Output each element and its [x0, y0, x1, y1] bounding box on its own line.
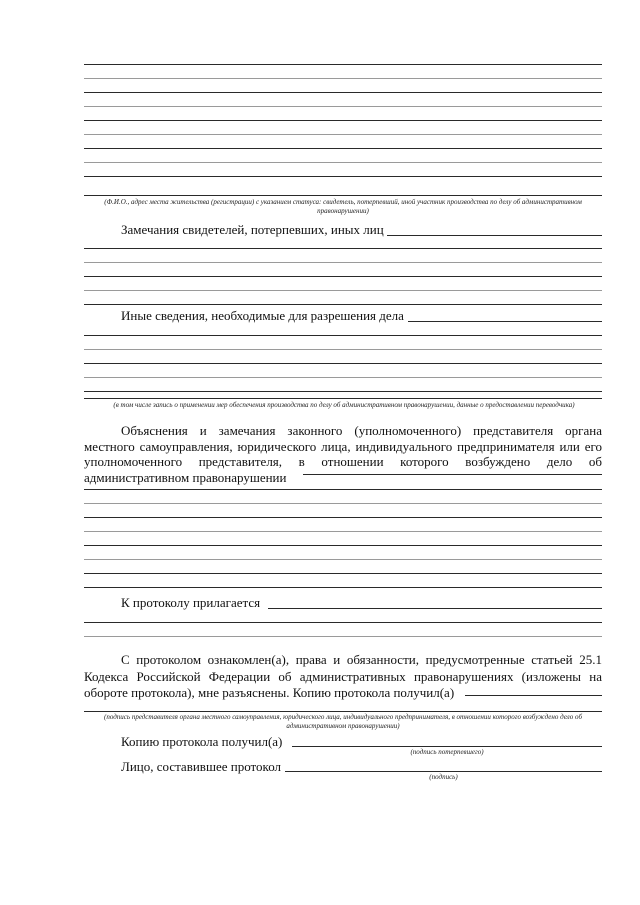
note-participant: (Ф.И.О., адрес места жительства (регистрации) с указанием статуса: свидетель, потерпевший, иной участник производства по делу об административном правонарушении) [104, 198, 582, 215]
form-line[interactable] [84, 398, 602, 399]
form-line[interactable] [84, 106, 602, 107]
compiler-signature-field[interactable] [285, 771, 602, 772]
form-line[interactable] [84, 503, 602, 504]
explanations-field[interactable] [303, 474, 602, 475]
witness-remarks-label: Замечания свидетелей, потерпевших, иных лиц [121, 222, 384, 237]
form-line[interactable] [84, 148, 602, 149]
form-line[interactable] [84, 64, 602, 65]
form-line[interactable] [84, 335, 602, 336]
form-line[interactable] [84, 248, 602, 249]
copy-received-label: Копию протокола получил(а) [121, 734, 283, 749]
form-line[interactable] [84, 276, 602, 277]
form-line[interactable] [84, 377, 602, 378]
attachment-field[interactable] [268, 608, 602, 609]
acquainted-text: С протоколом ознакомлен(а), права и обязанности, предусмотренные статьей 25.1 Кодекса Российской Федерации об административных правонарушениях (изложены на обороте протокола), мне разъяснены. Копию протокола получил(а) [84, 652, 602, 700]
form-line[interactable] [84, 636, 602, 637]
form-line[interactable] [84, 559, 602, 560]
form-line[interactable] [84, 587, 602, 588]
form-line[interactable] [84, 489, 602, 490]
form-line[interactable] [84, 176, 602, 177]
form-line[interactable] [84, 573, 602, 574]
witness-remarks-field[interactable] [387, 235, 602, 236]
note-representative-signature: (подпись представителя органа местного самоуправления, юридического лица, индивидуального предпринимателя, в отношении которого возбуждено дело об административном правонарушении) [104, 713, 582, 730]
form-line[interactable] [84, 349, 602, 350]
form-line[interactable] [84, 517, 602, 518]
form-line[interactable] [84, 134, 602, 135]
form-line[interactable] [84, 363, 602, 364]
form-line[interactable] [84, 622, 602, 623]
note-measures: (в том числе запись о применении мер обеспечения производства по делу об административном правонарушении, данные о предоставлении переводчика) [113, 401, 575, 409]
form-line[interactable] [84, 711, 602, 712]
form-line[interactable] [84, 391, 602, 392]
form-line[interactable] [84, 92, 602, 93]
note-victim-signature: (подпись потерпевшего) [410, 748, 484, 756]
form-line[interactable] [84, 78, 602, 79]
other-info-label: Иные сведения, необходимые для разрешения дела [121, 308, 404, 323]
victim-signature-field[interactable] [292, 746, 602, 747]
acquainted-signature-field[interactable] [465, 695, 602, 696]
form-line[interactable] [84, 120, 602, 121]
note-signature: (подпись) [429, 773, 458, 781]
form-line[interactable] [84, 304, 602, 305]
form-line[interactable] [84, 195, 602, 196]
form-line[interactable] [84, 531, 602, 532]
explanations-text: Объяснения и замечания законного (уполномоченного) представителя органа местного самоуправления, юридического лица, индивидуального предпринимателя или его уполномоченного представителя, в отношении которого возбуждено дело об административном правонарушении [84, 423, 602, 485]
form-line[interactable] [84, 162, 602, 163]
form-line[interactable] [84, 290, 602, 291]
other-info-field[interactable] [408, 321, 602, 322]
form-line[interactable] [84, 262, 602, 263]
explanations-paragraph [84, 423, 602, 485]
form-line[interactable] [84, 545, 602, 546]
attachment-label: К протоколу прилагается [121, 595, 261, 610]
compiler-label: Лицо, составившее протокол [121, 759, 282, 774]
